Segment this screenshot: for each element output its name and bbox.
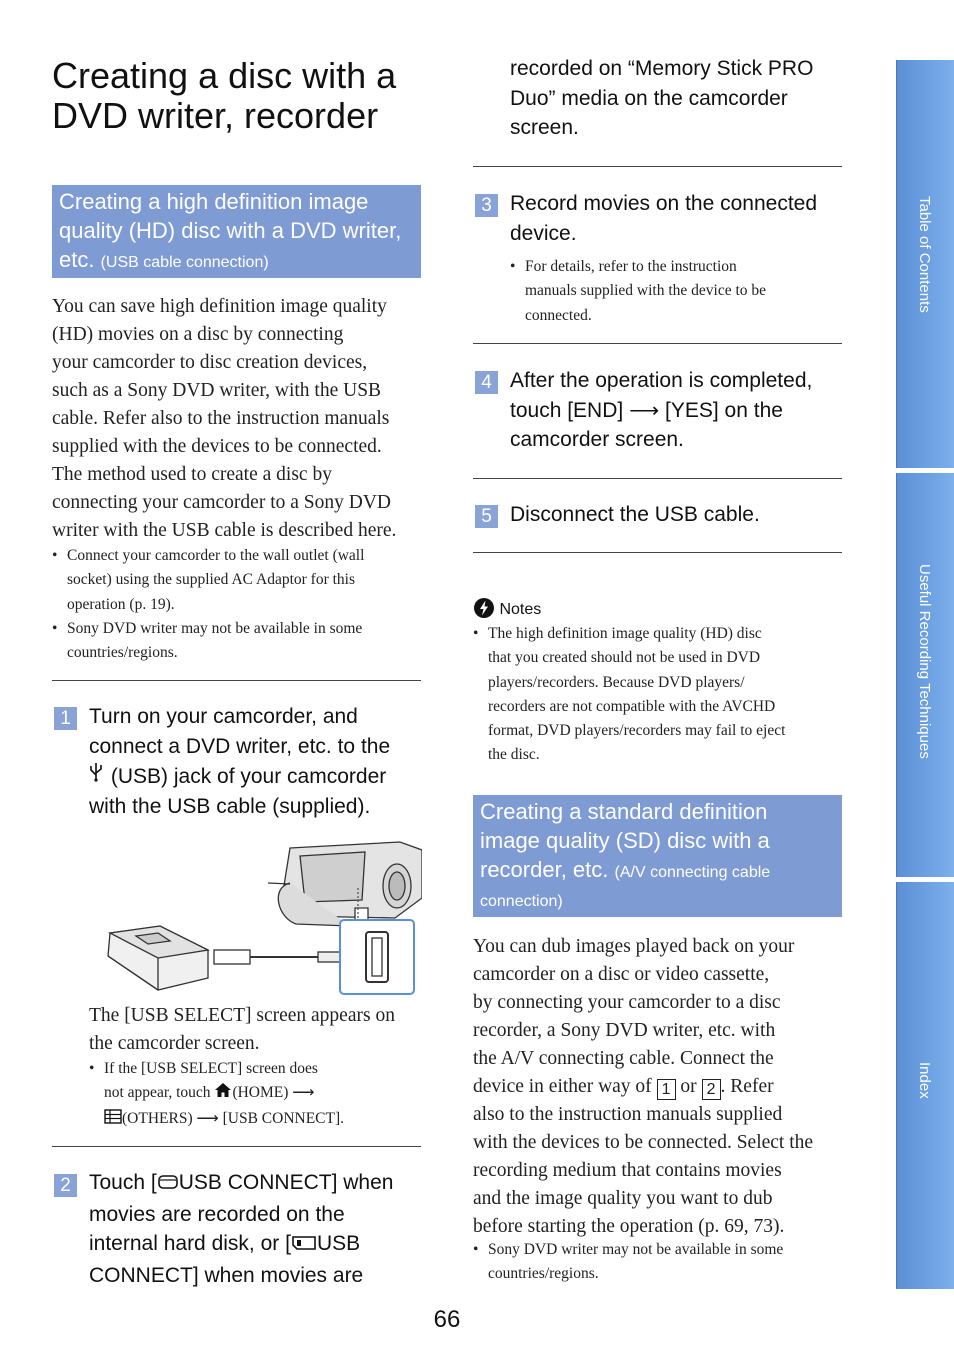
step-2-continued: recorded on “Memory Stick PRO Duo” media on the camcorder screen. [510,57,814,140]
dvd-writer-illustration [108,926,208,990]
step-2-text: Touch [ USB CONNECT] when movies are recorded on the internal hard disk, or [ USB CONNECT] when movies are [89,1171,394,1288]
hd-section-heading: Creating a high definition image quality (HD) disc with a DVD writer, etc. (USB cable connection) [52,185,421,278]
step-3-bullet: • For details, refer to the instruction manuals supplied with the device to be connected. [510,255,840,328]
way-2-box: 2 [702,1079,721,1100]
sd-bullet: • Sony DVD writer may not be available in some countries/regions. [473,1238,843,1287]
page-title: Creating a disc with a DVD writer, recorder [52,55,397,136]
divider [52,680,421,681]
step-number-2: 2 [54,1174,77,1197]
arrow-right-icon: ⟶ [196,1109,219,1127]
list-item: • The high definition image quality (HD) disc that you created should not be used in DVD players/recorders. Because DVD players/ recorders are not compatible with the AVCHD format, DVD players/recorders may fail to eject the disc. [473,622,843,768]
step-number-5: 5 [475,505,498,528]
camcorder-illustration [268,842,422,926]
usb-jack-zoom [340,920,414,994]
divider [473,552,842,553]
page-number: 66 [433,1306,461,1333]
usb-connection-illustration [100,838,422,998]
step-1-result: The [USB SELECT] screen appears on the camcorder screen. [89,1005,395,1054]
list-item: • Sony DVD writer may not be available in some countries/regions. [52,617,427,666]
sd-section-heading: Creating a standard definition image quality (SD) disc with a recorder, etc. (A/V connecting cable connection) [473,795,842,917]
others-icon [104,1108,122,1132]
arrow-right-icon: ⟶ [292,1084,315,1102]
home-icon [214,1082,232,1106]
tab-table-of-contents[interactable]: Table of Contents [896,60,954,468]
divider [52,1146,421,1147]
step-number-1: 1 [54,707,77,730]
memory-stick-icon [291,1231,317,1261]
step-1-text: Turn on your camcorder, and connect a DVD writer, etc. to the (USB) jack of your camcorder with the USB cable (supplied). [89,705,391,819]
step-number-4: 4 [475,371,498,394]
usb-icon [89,761,105,791]
hd-intro-bullets [52,544,427,665]
divider [473,478,842,479]
step-3-text: Record movies on the connected device. [510,192,818,245]
arrow-right-icon: ⟶ [629,398,660,422]
hard-disk-icon [157,1170,179,1200]
step-5-text: Disconnect the USB cable. [510,503,760,526]
list-item: • Connect your camcorder to the wall outlet (wall socket) using the supplied AC Adaptor for this operation (p. 19). [52,544,427,617]
divider [473,343,842,344]
sd-intro-text: You can dub images played back on your camcorder on a disc or video cassette, by connecting your camcorder to a disc recorder, a Sony DVD writer, etc. with the A/V connecting cable. Connect the device in either way of 1 or 2 . Refer also to the instruction manuals supplied with the devices to be connected. Select the recording medium that contains movies and the image quality you want to dub before starting the operation (p. 69, 73). [473,936,814,1237]
divider [473,166,842,167]
step-4-text: After the operation is completed, touch [END] ⟶ [YES] on the camcorder screen. [510,369,813,452]
way-1-box: 1 [657,1079,676,1100]
notes-icon [473,597,495,624]
step-number-3: 3 [475,194,498,217]
tab-useful-recording-techniques[interactable]: Useful Recording Techniques [896,473,954,877]
notes-list [473,622,843,768]
notes-header: Notes [473,597,843,624]
hd-intro-text: You can save high definition image quality (HD) movies on a disc by connecting your camcorder to disc creation devices, such as a Sony DVD writer, with the USB cable. Refer also to the instruction manuals supplied with the devices to be connected. The method used to create a disc by connecting your camcorder to a Sony DVD writer with the USB cable is described here. [52,296,397,541]
tab-index[interactable]: Index [896,882,954,1289]
step-1-bullet: • If the [USB SELECT] screen does not appear, touch (HOME) ⟶ (OTHERS) ⟶ [USB CONNECT]. [89,1057,419,1132]
